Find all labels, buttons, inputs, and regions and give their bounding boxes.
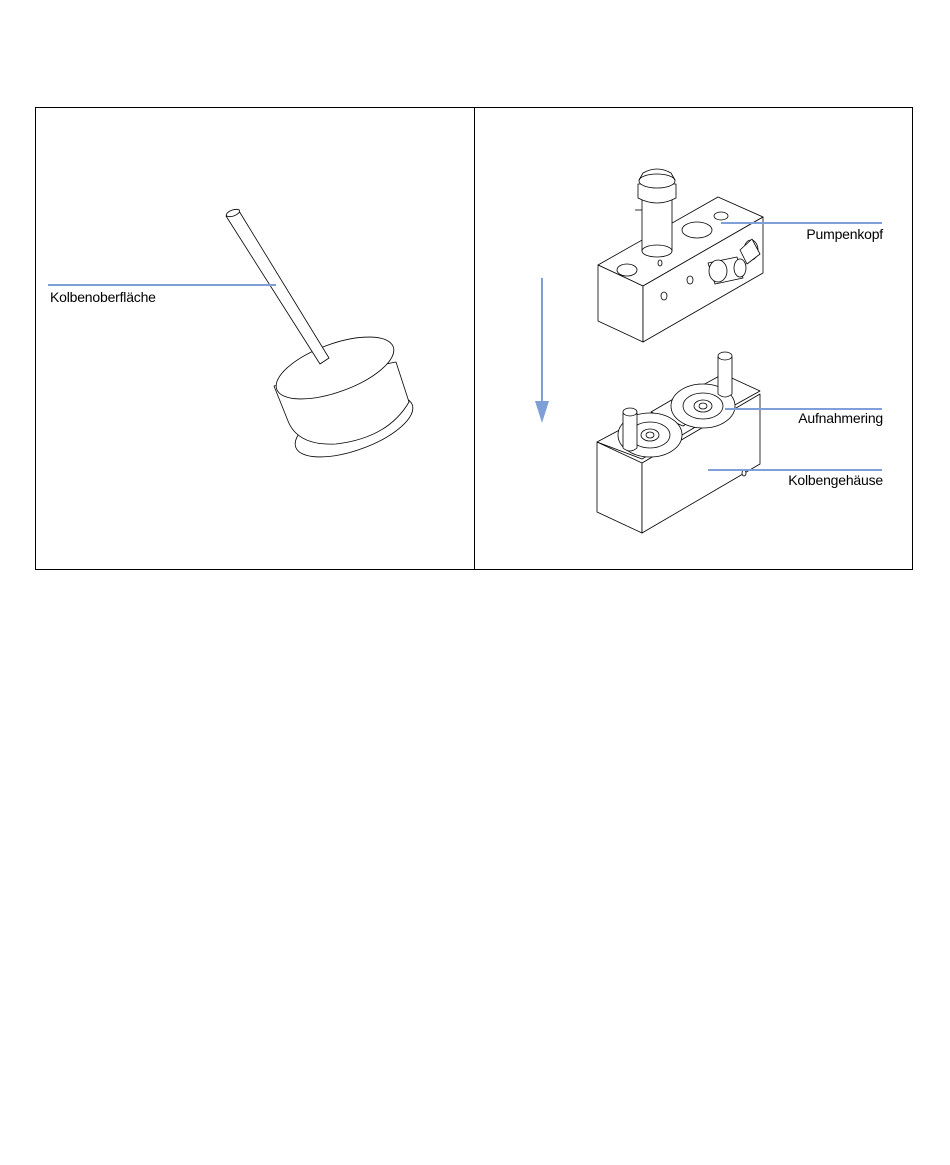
piston-housing: [597, 352, 760, 533]
callout-piston-surface: Kolbenoberfläche: [50, 289, 156, 305]
figure-frame: [35, 107, 913, 570]
piston-illustration: [36, 108, 475, 571]
piston-rod: [226, 211, 329, 364]
callout-piston-housing: Kolbengehäuse: [788, 472, 883, 488]
left-panel-piston: [36, 108, 475, 569]
pump-head: [598, 169, 763, 342]
pump-assembly-illustration: [475, 108, 914, 571]
down-arrow: [535, 278, 549, 423]
right-panel-pump-assembly: [475, 108, 914, 569]
callout-support-ring: Aufnahmering: [798, 410, 883, 426]
callout-pump-head: Pumpenkopf: [806, 226, 883, 242]
